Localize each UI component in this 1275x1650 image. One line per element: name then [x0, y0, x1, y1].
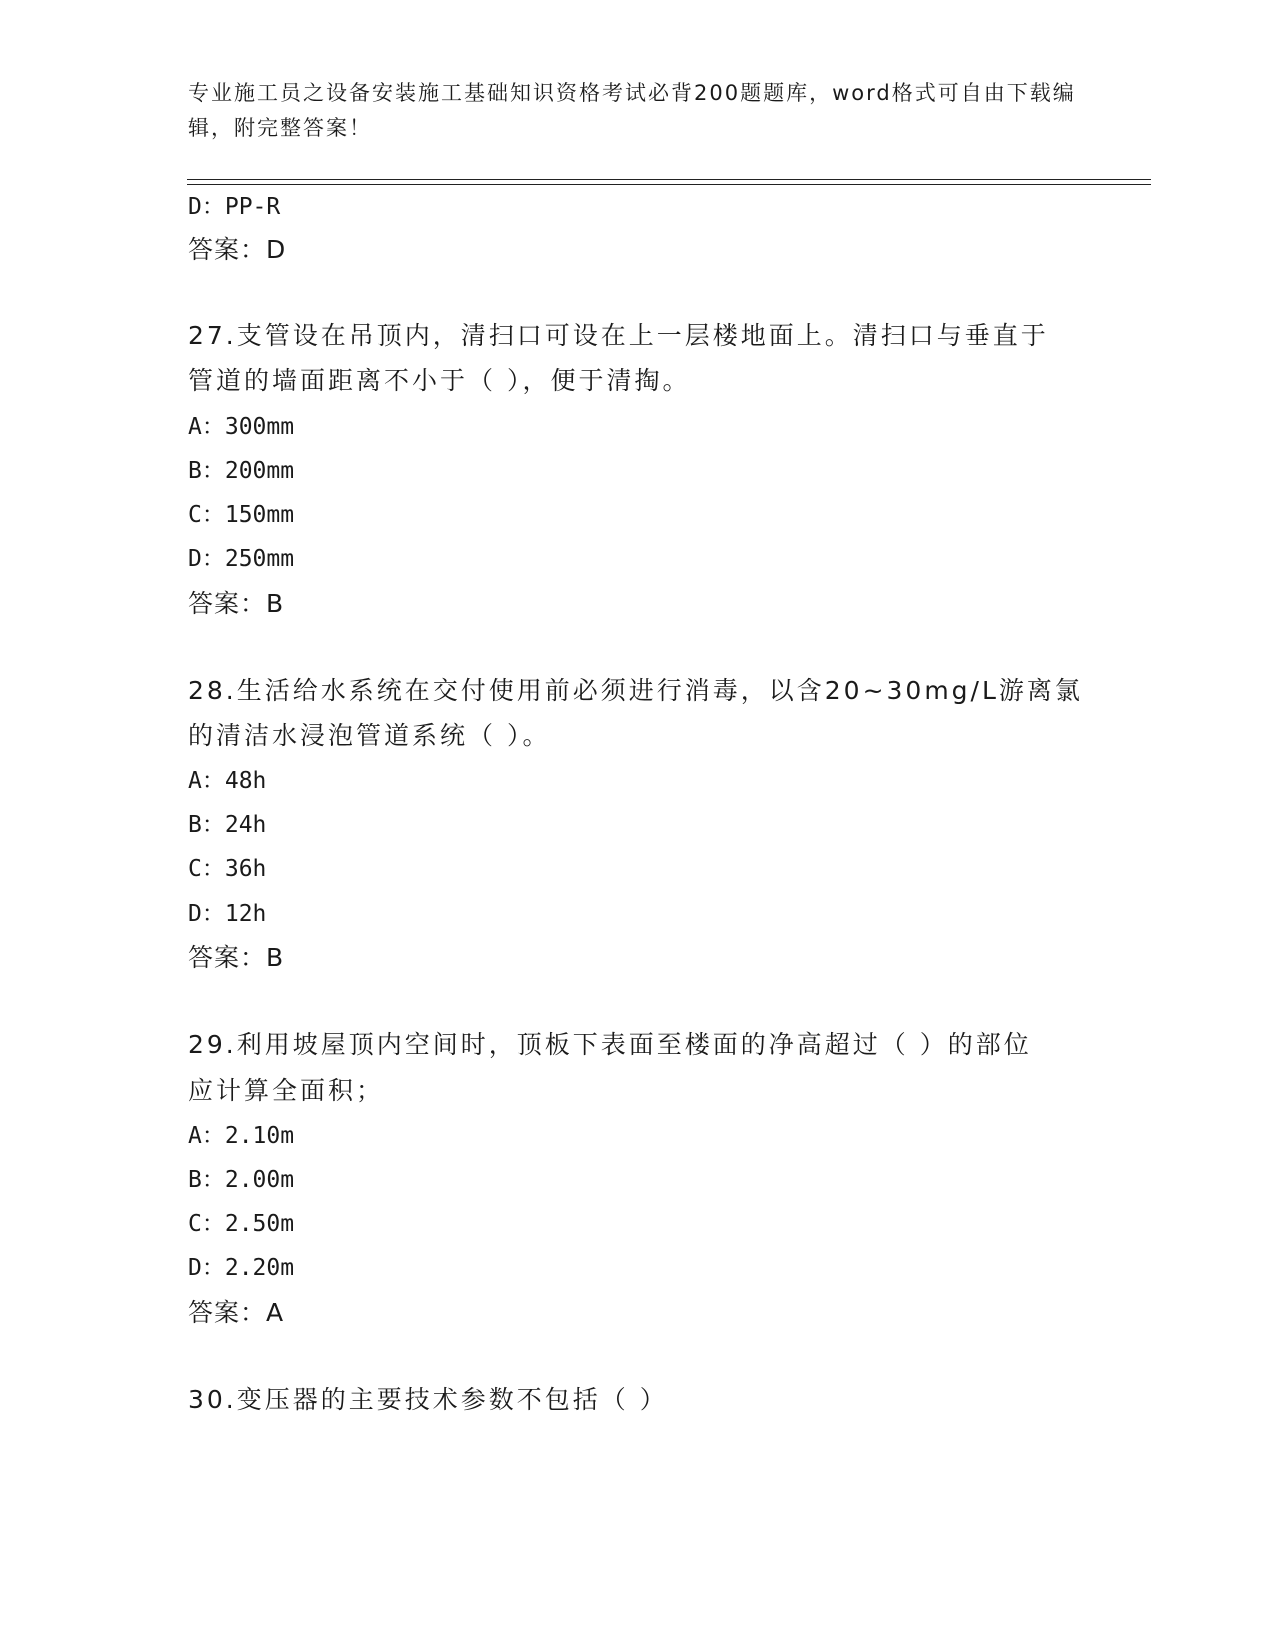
question-29-text-line1: 29.利用坡屋顶内空间时，顶板下表面至楼面的净高超过（ ）的部位: [188, 1030, 1032, 1059]
question-28-answer: 答案：B: [188, 943, 285, 972]
document-header: 专业施工员之设备安装施工基础知识资格考试必背200题题库，word格式可自由下载编辑，附完整答案！: [188, 81, 1076, 140]
carryover-option-d: D：PP-R: [188, 194, 281, 220]
question-27-answer: 答案：B: [188, 589, 285, 618]
question-29-option-a: A：2.10m: [188, 1123, 295, 1149]
question-27-option-a: A：300mm: [188, 414, 295, 440]
question-28-option-b: B：24h: [188, 812, 267, 838]
question-29-option-c: C：2.50m: [188, 1211, 295, 1237]
carryover-answer: 答案：D: [188, 235, 287, 264]
question-27-option-d: D：250mm: [188, 546, 295, 572]
question-28-text-line1: 28.生活给水系统在交付使用前必须进行消毒，以含20~30mg/L游离氯: [188, 676, 1083, 705]
question-30-text-line1: 30.变压器的主要技术参数不包括（ ）: [188, 1385, 668, 1414]
header-rule-top: [187, 179, 1151, 180]
question-27-text-line2: 管道的墙面距离不小于（ ），便于清掏。: [188, 366, 691, 395]
question-29-option-d: D：2.20m: [188, 1255, 295, 1281]
question-28-option-a: A：48h: [188, 768, 267, 794]
question-28-text-line2: 的清洁水浸泡管道系统（ ）。: [188, 721, 551, 750]
question-27-option-b: B：200mm: [188, 458, 295, 484]
question-27-option-c: C：150mm: [188, 502, 295, 528]
question-29-option-b: B：2.00m: [188, 1167, 295, 1193]
question-29-answer: 答案：A: [188, 1298, 285, 1327]
question-28-option-d: D：12h: [188, 901, 267, 927]
question-27-text-line1: 27.支管设在吊顶内，清扫口可设在上一层楼地面上。清扫口与垂直于: [188, 321, 1049, 350]
question-29-text-line2: 应计算全面积；: [188, 1076, 385, 1105]
question-28-option-c: C：36h: [188, 856, 267, 882]
header-rule-bottom: [187, 184, 1151, 185]
